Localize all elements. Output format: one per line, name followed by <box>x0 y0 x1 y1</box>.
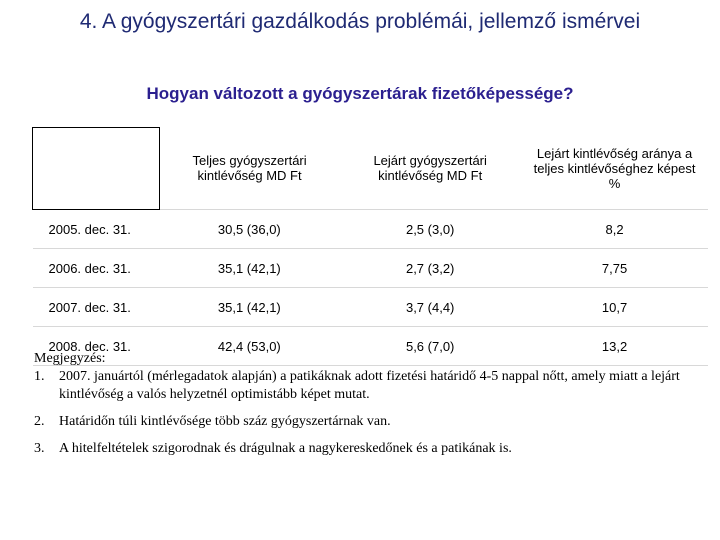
table-row <box>33 288 709 327</box>
row-date: 2006. dec. 31. <box>33 249 160 288</box>
cell-total: 42,4 (53,0) <box>159 327 339 366</box>
cell-ratio: 8,2 <box>521 210 708 249</box>
cell-total: 30,5 (36,0) <box>159 210 339 249</box>
cell-overdue: 5,6 (7,0) <box>339 327 521 366</box>
note-text: Határidőn túli kintlévősége több száz gyógyszertárnak van. <box>59 414 391 429</box>
page-subtitle: Hogyan változott a gyógyszertárak fizetőképessége? <box>146 84 574 103</box>
page-title: 4. A gyógyszertári gazdálkodás problémái, jellemző ismérvei <box>79 10 641 33</box>
note-item <box>34 440 710 458</box>
row-date: 2007. dec. 31. <box>33 288 160 327</box>
table-row <box>33 210 709 249</box>
note-number: 3. <box>34 441 45 456</box>
table-row <box>33 249 709 288</box>
table-header-row <box>33 128 709 210</box>
notes-heading: Megjegyzés: <box>34 351 106 366</box>
notes-section <box>34 350 710 458</box>
note-text: 2007. januártól (mérlegadatok alapján) a patikáknak adott fizetési határidő 4-5 nappal nőtt, amely miatt a lejárt kintlévőség a valós helyzetnél optimistább képet mutat. <box>59 369 680 402</box>
note-number: 1. <box>34 369 45 384</box>
cell-total: 35,1 (42,1) <box>159 249 339 288</box>
note-item <box>34 413 710 431</box>
cell-total: 35,1 (42,1) <box>159 288 339 327</box>
note-text: A hitelfeltételek szigorodnak és drágulnak a nagykereskedőnek és a patikának is. <box>59 441 512 456</box>
cell-ratio: 13,2 <box>521 327 708 366</box>
column-header-total: Teljes gyógyszertári kintlévőség MD Ft <box>159 128 339 210</box>
column-header-overdue: Lejárt gyógyszertári kintlévőség MD Ft <box>339 128 521 210</box>
column-header-ratio: Lejárt kintlévőség aránya a teljes kintlévőséghez képest % <box>521 128 708 210</box>
receivables-table <box>32 127 708 366</box>
row-date: 2005. dec. 31. <box>33 210 160 249</box>
cell-overdue: 3,7 (4,4) <box>339 288 521 327</box>
cell-ratio: 7,75 <box>521 249 708 288</box>
table-corner-cell <box>33 128 160 210</box>
cell-overdue: 2,5 (3,0) <box>339 210 521 249</box>
note-number: 2. <box>34 414 45 429</box>
row-date: 2008. dec. 31. <box>33 327 160 366</box>
note-item <box>34 368 710 404</box>
cell-overdue: 2,7 (3,2) <box>339 249 521 288</box>
cell-ratio: 10,7 <box>521 288 708 327</box>
